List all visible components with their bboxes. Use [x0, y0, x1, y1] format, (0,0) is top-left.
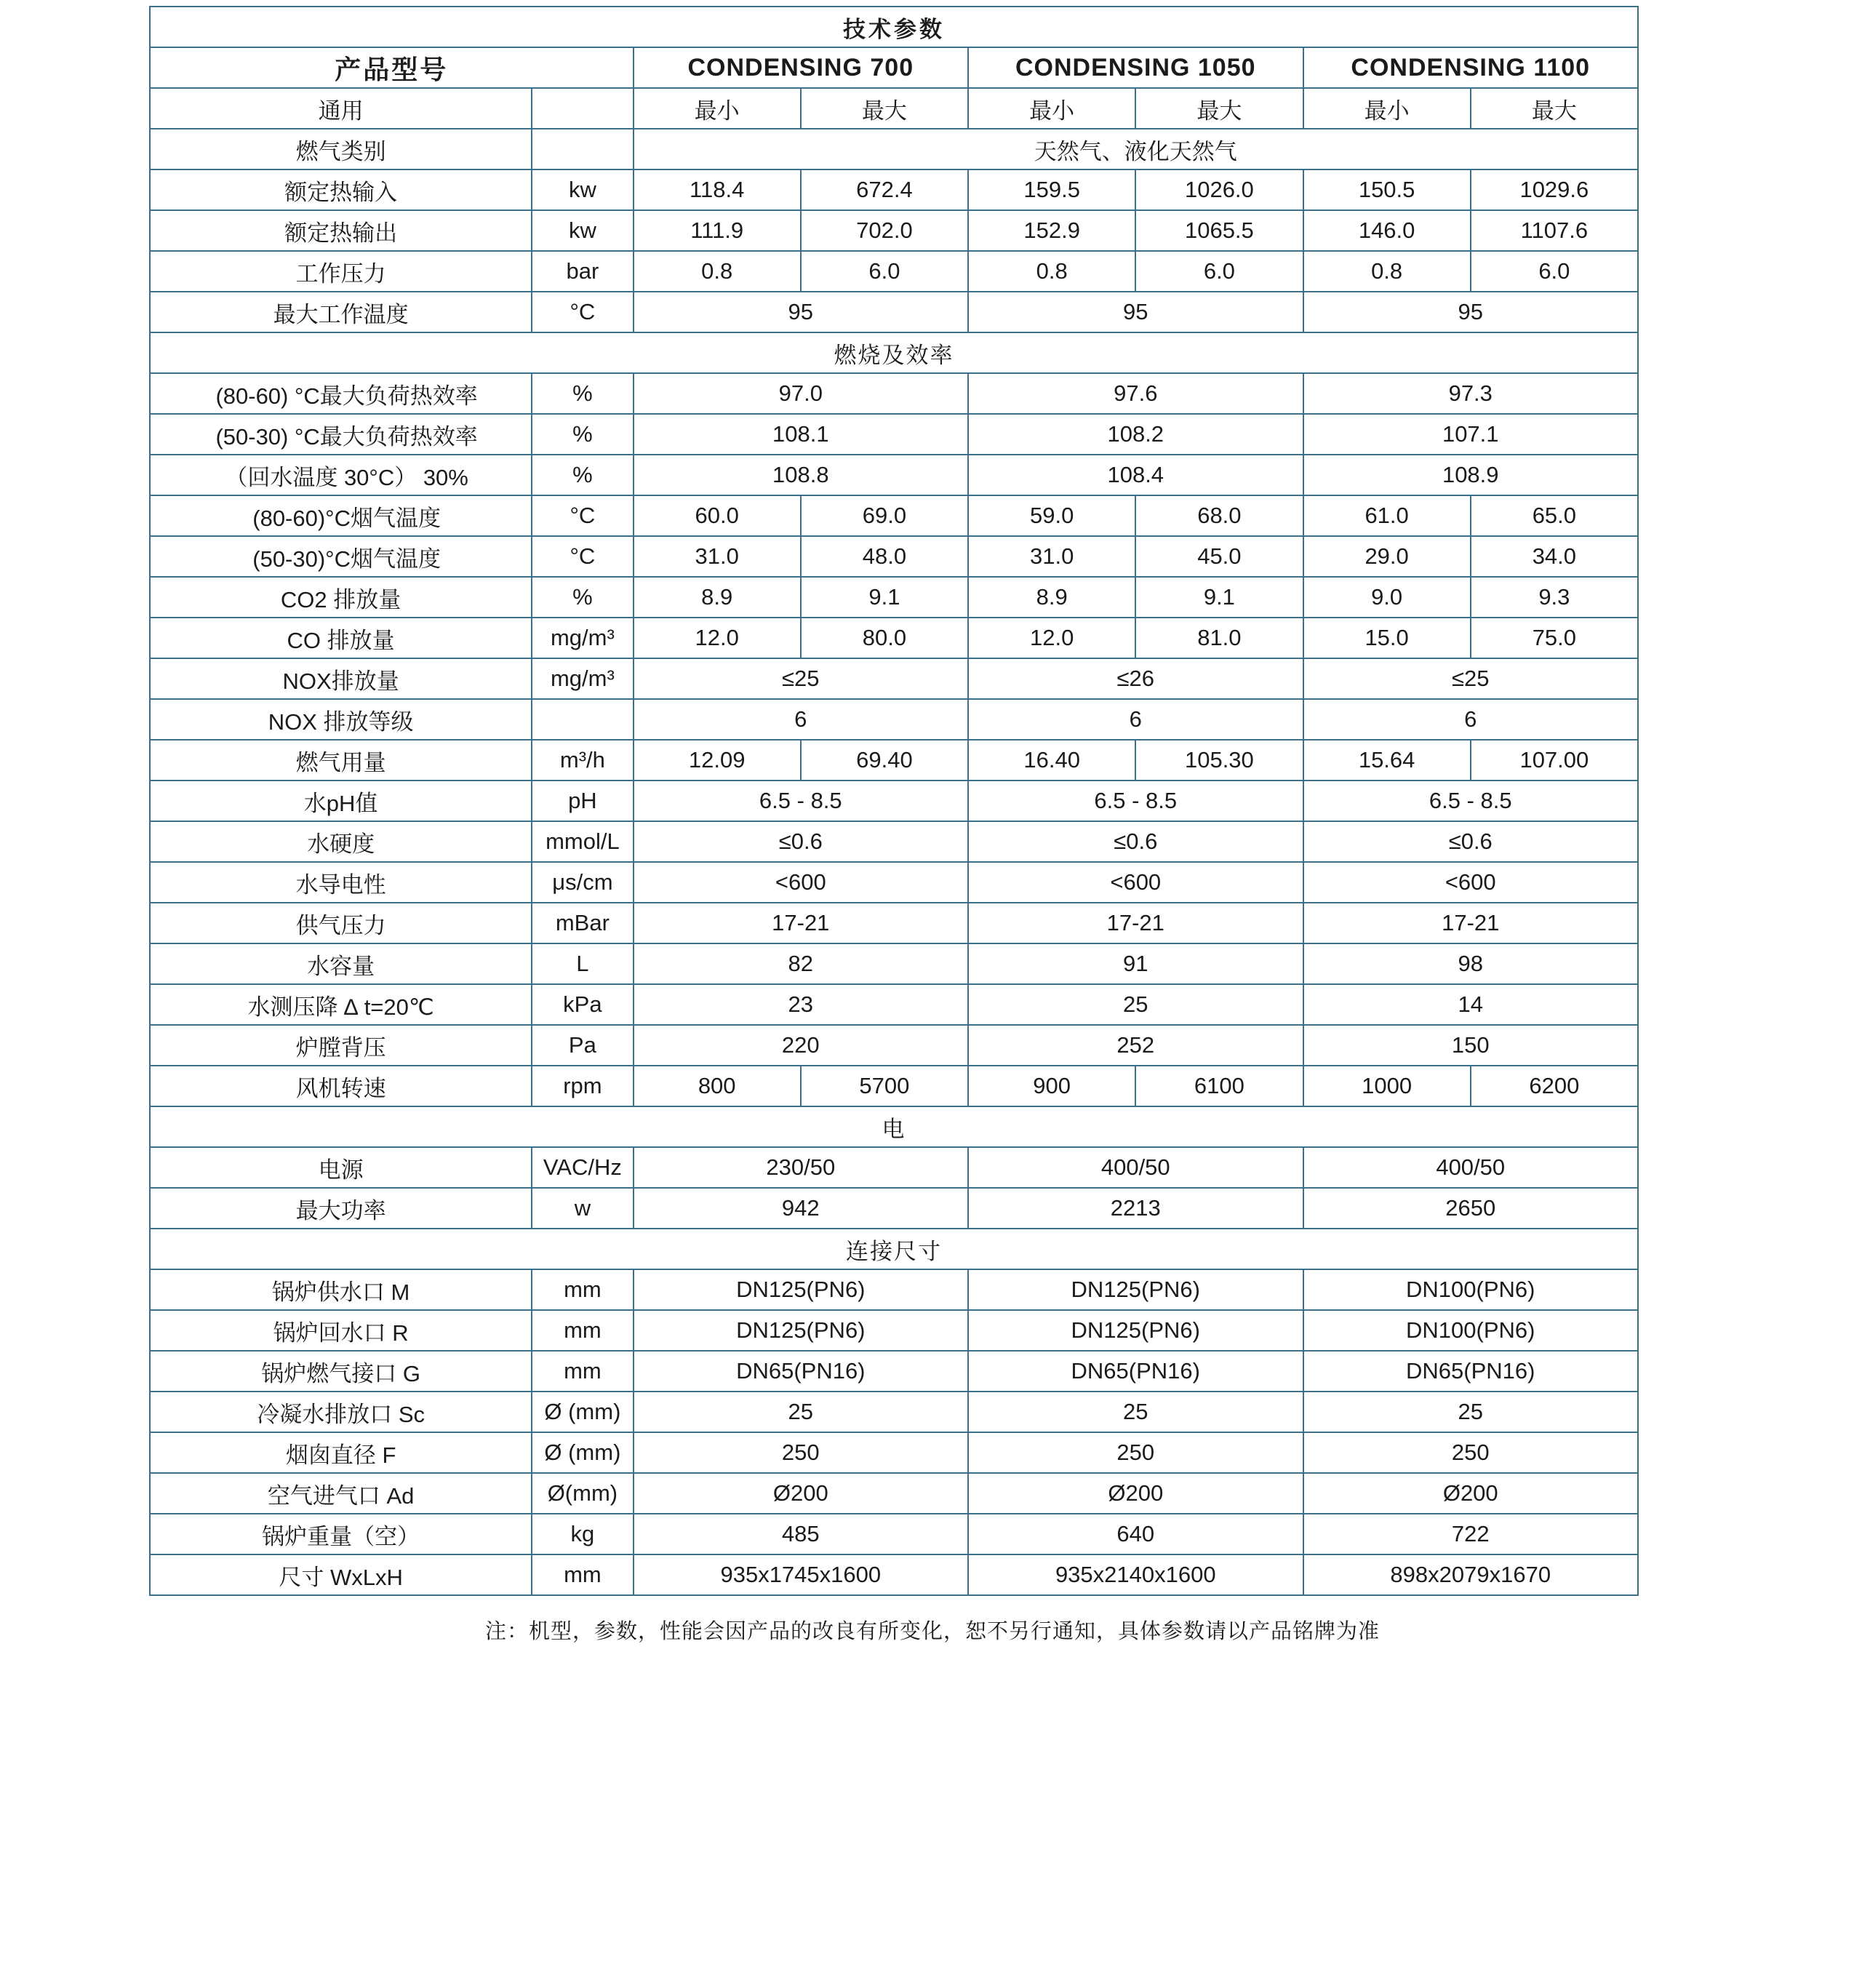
row-value-1: 8.9 [634, 577, 801, 618]
row-label: 水容量 [150, 943, 532, 984]
table-row [150, 251, 1638, 292]
row-unit: kPa [532, 984, 633, 1025]
section-header-row [150, 1229, 1638, 1269]
row-label: CO 排放量 [150, 618, 532, 658]
row-label: 燃气用量 [150, 740, 532, 781]
row-label: 最大功率 [150, 1188, 532, 1229]
row-unit [532, 129, 633, 169]
row-value-5: 29.0 [1303, 536, 1471, 577]
row-unit: m³/h [532, 740, 633, 781]
row-value-model-1: ≤25 [634, 658, 968, 699]
model-header-2: CONDENSING 1050 [968, 47, 1303, 88]
row-value-model-3: 250 [1303, 1432, 1639, 1473]
row-label: 水pH值 [150, 781, 532, 821]
row-value-1: 12.0 [634, 618, 801, 658]
table-row [150, 740, 1638, 781]
row-value-model-2: 6 [968, 699, 1303, 740]
row-value-4: 1026.0 [1135, 169, 1303, 210]
row-value-2: 69.40 [801, 740, 968, 781]
row-label: (50-30)°C烟气温度 [150, 536, 532, 577]
page-title: 技术参数 [150, 7, 1638, 47]
max-header-1: 最大 [801, 88, 968, 129]
row-value-5: 146.0 [1303, 210, 1471, 251]
row-label: 水硬度 [150, 821, 532, 862]
row-value-model-3: 107.1 [1303, 414, 1639, 455]
footnote: 注：机型，参数，性能会因产品的改良有所变化，恕不另行通知，具体参数请以产品铭牌为准 [484, 1620, 1380, 1643]
row-value-model-2: 2213 [968, 1188, 1303, 1229]
table-row [150, 984, 1638, 1025]
row-value-2: 702.0 [801, 210, 968, 251]
row-value-model-2: 640 [968, 1514, 1303, 1554]
row-value-5: 61.0 [1303, 495, 1471, 536]
table-row [150, 903, 1638, 943]
row-value-1: 31.0 [634, 536, 801, 577]
table-row [150, 1351, 1638, 1392]
row-value-5: 1000 [1303, 1066, 1471, 1106]
row-value-model-2: 108.4 [968, 455, 1303, 495]
table-body [150, 7, 1638, 1595]
row-value-2: 69.0 [801, 495, 968, 536]
row-value-model-2: 25 [968, 984, 1303, 1025]
row-value-model-1: 935x1745x1600 [634, 1554, 968, 1595]
row-value-model-2: 108.2 [968, 414, 1303, 455]
row-label: 锅炉燃气接口 G [150, 1351, 532, 1392]
row-value-model-2: <600 [968, 862, 1303, 903]
table-row [150, 577, 1638, 618]
row-unit: mm [532, 1554, 633, 1595]
row-label: 水导电性 [150, 862, 532, 903]
model-header-3: CONDENSING 1100 [1303, 47, 1639, 88]
row-value-3: 59.0 [968, 495, 1135, 536]
row-value-4: 1065.5 [1135, 210, 1303, 251]
row-value-5: 15.0 [1303, 618, 1471, 658]
row-value-4: 105.30 [1135, 740, 1303, 781]
row-value-3: 31.0 [968, 536, 1135, 577]
row-value-model-1: 108.8 [634, 455, 968, 495]
row-unit: mm [532, 1269, 633, 1310]
row-value-model-1: 485 [634, 1514, 968, 1554]
row-value-2: 80.0 [801, 618, 968, 658]
row-unit: kw [532, 169, 633, 210]
row-value-model-3: 722 [1303, 1514, 1639, 1554]
row-value-model-2: Ø200 [968, 1473, 1303, 1514]
row-value-model-3: 108.9 [1303, 455, 1639, 495]
row-value-model-2: DN125(PN6) [968, 1310, 1303, 1351]
title-row [150, 7, 1638, 47]
row-value-model-3: ≤0.6 [1303, 821, 1639, 862]
table-row [150, 821, 1638, 862]
row-value-1: 60.0 [634, 495, 801, 536]
table-row [150, 1269, 1638, 1310]
row-value-model-1: 23 [634, 984, 968, 1025]
row-value-model-1: 6 [634, 699, 968, 740]
row-value-1: 111.9 [634, 210, 801, 251]
section-title: 连接尺寸 [150, 1229, 1638, 1269]
row-value-6: 65.0 [1471, 495, 1638, 536]
row-value-model-2: 17-21 [968, 903, 1303, 943]
row-value-5: 9.0 [1303, 577, 1471, 618]
row-value-model-1: 250 [634, 1432, 968, 1473]
row-value-model-2: 400/50 [968, 1147, 1303, 1188]
table-row [150, 862, 1638, 903]
row-value-6: 6.0 [1471, 251, 1638, 292]
row-value-3: 16.40 [968, 740, 1135, 781]
row-value-model-3: 2650 [1303, 1188, 1639, 1229]
row-value-6: 1029.6 [1471, 169, 1638, 210]
row-value-4: 6.0 [1135, 251, 1303, 292]
row-unit: pH [532, 781, 633, 821]
row-value-6: 9.3 [1471, 577, 1638, 618]
row-value-model-2: 91 [968, 943, 1303, 984]
row-unit: kg [532, 1514, 633, 1554]
row-value-model-3: 898x2079x1670 [1303, 1554, 1639, 1595]
max-header-3: 最大 [1471, 88, 1638, 129]
table-row [150, 414, 1638, 455]
row-value-model-1: 25 [634, 1392, 968, 1432]
row-value-model-1: 6.5 - 8.5 [634, 781, 968, 821]
table-row [150, 1473, 1638, 1514]
row-unit: Ø(mm) [532, 1473, 633, 1514]
row-label: 燃气类别 [150, 129, 532, 169]
row-value-model-2: 6.5 - 8.5 [968, 781, 1303, 821]
row-value-model-2: DN125(PN6) [968, 1269, 1303, 1310]
row-value-model-2: ≤0.6 [968, 821, 1303, 862]
row-value-model-1: 82 [634, 943, 968, 984]
row-value-model-1: 230/50 [634, 1147, 968, 1188]
table-row [150, 169, 1638, 210]
row-unit: °C [532, 536, 633, 577]
row-value-model-3: 150 [1303, 1025, 1639, 1066]
table-row [150, 781, 1638, 821]
row-unit: μs/cm [532, 862, 633, 903]
row-value-model-3: 98 [1303, 943, 1639, 984]
row-label: 锅炉供水口 M [150, 1269, 532, 1310]
row-label: 电源 [150, 1147, 532, 1188]
row-unit: mBar [532, 903, 633, 943]
row-value-model-1: 17-21 [634, 903, 968, 943]
row-value-4: 9.1 [1135, 577, 1303, 618]
row-label: 水测压降 ∆ t=20℃ [150, 984, 532, 1025]
row-value-6: 107.00 [1471, 740, 1638, 781]
section-header-row [150, 1106, 1638, 1147]
model-header-row [150, 47, 1638, 88]
table-row [150, 1066, 1638, 1106]
table-row [150, 658, 1638, 699]
row-value-6: 6200 [1471, 1066, 1638, 1106]
row-unit: % [532, 373, 633, 414]
row-value-model-1: 97.0 [634, 373, 968, 414]
section-title: 燃烧及效率 [150, 332, 1638, 373]
row-value-model-1: Ø200 [634, 1473, 968, 1514]
row-value-model-2: 25 [968, 1392, 1303, 1432]
section-title: 电 [150, 1106, 1638, 1147]
row-value-model-3: Ø200 [1303, 1473, 1639, 1514]
row-value-2: 9.1 [801, 577, 968, 618]
unit-header [532, 88, 633, 129]
row-value-6: 75.0 [1471, 618, 1638, 658]
row-label: 空气进气口 Ad [150, 1473, 532, 1514]
row-label: (50-30) °C最大负荷热效率 [150, 414, 532, 455]
min-header-2: 最小 [968, 88, 1135, 129]
section-header-row [150, 332, 1638, 373]
row-value-model-3: 6.5 - 8.5 [1303, 781, 1639, 821]
row-unit: °C [532, 292, 633, 332]
row-label: 冷凝水排放口 Sc [150, 1392, 532, 1432]
table-row [150, 618, 1638, 658]
table-row [150, 943, 1638, 984]
table-row [150, 1025, 1638, 1066]
row-value-model-2: 95 [968, 292, 1303, 332]
min-header-1: 最小 [634, 88, 801, 129]
row-value-3: 900 [968, 1066, 1135, 1106]
row-value-model-1: ≤0.6 [634, 821, 968, 862]
row-unit: Ø (mm) [532, 1432, 633, 1473]
row-value-6: 34.0 [1471, 536, 1638, 577]
row-unit: mm [532, 1310, 633, 1351]
table-row [150, 1554, 1638, 1595]
table-row [150, 292, 1638, 332]
row-unit: rpm [532, 1066, 633, 1106]
row-label: NOX排放量 [150, 658, 532, 699]
row-label: CO2 排放量 [150, 577, 532, 618]
row-value-2: 6.0 [801, 251, 968, 292]
row-value-model-3: DN100(PN6) [1303, 1310, 1639, 1351]
row-value-6: 1107.6 [1471, 210, 1638, 251]
row-value-4: 45.0 [1135, 536, 1303, 577]
row-value-3: 8.9 [968, 577, 1135, 618]
row-label: 额定热输入 [150, 169, 532, 210]
row-value-model-1: DN65(PN16) [634, 1351, 968, 1392]
row-value-2: 672.4 [801, 169, 968, 210]
row-unit: mg/m³ [532, 658, 633, 699]
row-unit: Ø (mm) [532, 1392, 633, 1432]
table-row [150, 1310, 1638, 1351]
row-value-1: 0.8 [634, 251, 801, 292]
technical-parameters-table [149, 6, 1639, 1596]
general-label: 通用 [150, 88, 532, 129]
row-label: 尺寸 WxLxH [150, 1554, 532, 1595]
row-value-model-3: 14 [1303, 984, 1639, 1025]
row-value-5: 0.8 [1303, 251, 1471, 292]
row-value-model-2: 935x2140x1600 [968, 1554, 1303, 1595]
row-label: 额定热输出 [150, 210, 532, 251]
row-unit: % [532, 414, 633, 455]
row-value-model-3: DN65(PN16) [1303, 1351, 1639, 1392]
row-unit: % [532, 455, 633, 495]
row-label: 最大工作温度 [150, 292, 532, 332]
min-header-3: 最小 [1303, 88, 1471, 129]
row-value-4: 68.0 [1135, 495, 1303, 536]
row-value-model-2: 97.6 [968, 373, 1303, 414]
row-value-model-2: 250 [968, 1432, 1303, 1473]
table-row [150, 495, 1638, 536]
row-value-1: 800 [634, 1066, 801, 1106]
row-value-model-3: 400/50 [1303, 1147, 1639, 1188]
row-label: 锅炉重量（空） [150, 1514, 532, 1554]
row-value-model-1: DN125(PN6) [634, 1269, 968, 1310]
row-label: （回水温度 30°C） 30% [150, 455, 532, 495]
row-unit: kw [532, 210, 633, 251]
row-label: 供气压力 [150, 903, 532, 943]
row-label: 锅炉回水口 R [150, 1310, 532, 1351]
row-unit: mmol/L [532, 821, 633, 862]
row-value-model-2: 252 [968, 1025, 1303, 1066]
row-value-model-3: 25 [1303, 1392, 1639, 1432]
row-value-all: 天然气、液化天然气 [634, 129, 1638, 169]
row-value-model-3: DN100(PN6) [1303, 1269, 1639, 1310]
table-row [150, 1392, 1638, 1432]
table-row [150, 1147, 1638, 1188]
row-value-model-1: 220 [634, 1025, 968, 1066]
row-value-5: 150.5 [1303, 169, 1471, 210]
row-unit: VAC/Hz [532, 1147, 633, 1188]
row-label: 工作压力 [150, 251, 532, 292]
row-value-4: 81.0 [1135, 618, 1303, 658]
model-header-1: CONDENSING 700 [634, 47, 968, 88]
table-row [150, 129, 1638, 169]
row-unit [532, 699, 633, 740]
table-row [150, 1188, 1638, 1229]
row-unit: °C [532, 495, 633, 536]
row-value-model-3: ≤25 [1303, 658, 1639, 699]
row-label: 风机转速 [150, 1066, 532, 1106]
row-value-model-1: 108.1 [634, 414, 968, 455]
table-row [150, 1514, 1638, 1554]
row-value-3: 0.8 [968, 251, 1135, 292]
row-value-model-2: ≤26 [968, 658, 1303, 699]
row-unit: mg/m³ [532, 618, 633, 658]
row-label: 炉膛背压 [150, 1025, 532, 1066]
row-value-5: 15.64 [1303, 740, 1471, 781]
row-value-3: 152.9 [968, 210, 1135, 251]
table-row [150, 210, 1638, 251]
row-unit: w [532, 1188, 633, 1229]
row-unit: bar [532, 251, 633, 292]
table-row [150, 536, 1638, 577]
table-row [150, 1432, 1638, 1473]
minmax-row [150, 88, 1638, 129]
row-value-model-3: <600 [1303, 862, 1639, 903]
row-value-1: 12.09 [634, 740, 801, 781]
row-value-model-3: 95 [1303, 292, 1639, 332]
row-unit: L [532, 943, 633, 984]
row-value-3: 12.0 [968, 618, 1135, 658]
row-value-4: 6100 [1135, 1066, 1303, 1106]
row-unit: mm [532, 1351, 633, 1392]
row-value-3: 159.5 [968, 169, 1135, 210]
row-value-model-3: 17-21 [1303, 903, 1639, 943]
row-value-model-1: 942 [634, 1188, 968, 1229]
table-row [150, 699, 1638, 740]
max-header-2: 最大 [1135, 88, 1303, 129]
row-value-model-2: DN65(PN16) [968, 1351, 1303, 1392]
product-model-label: 产品型号 [150, 47, 634, 88]
row-value-2: 5700 [801, 1066, 968, 1106]
row-value-model-3: 6 [1303, 699, 1639, 740]
row-value-1: 118.4 [634, 169, 801, 210]
table-row [150, 373, 1638, 414]
row-value-model-1: DN125(PN6) [634, 1310, 968, 1351]
row-unit: % [532, 577, 633, 618]
row-label: 烟囱直径 F [150, 1432, 532, 1473]
row-label: NOX 排放等级 [150, 699, 532, 740]
row-value-2: 48.0 [801, 536, 968, 577]
row-value-model-3: 97.3 [1303, 373, 1639, 414]
row-value-model-1: <600 [634, 862, 968, 903]
row-unit: Pa [532, 1025, 633, 1066]
table-row [150, 455, 1638, 495]
row-label: (80-60) °C最大负荷热效率 [150, 373, 532, 414]
row-label: (80-60)°C烟气温度 [150, 495, 532, 536]
row-value-model-1: 95 [634, 292, 968, 332]
